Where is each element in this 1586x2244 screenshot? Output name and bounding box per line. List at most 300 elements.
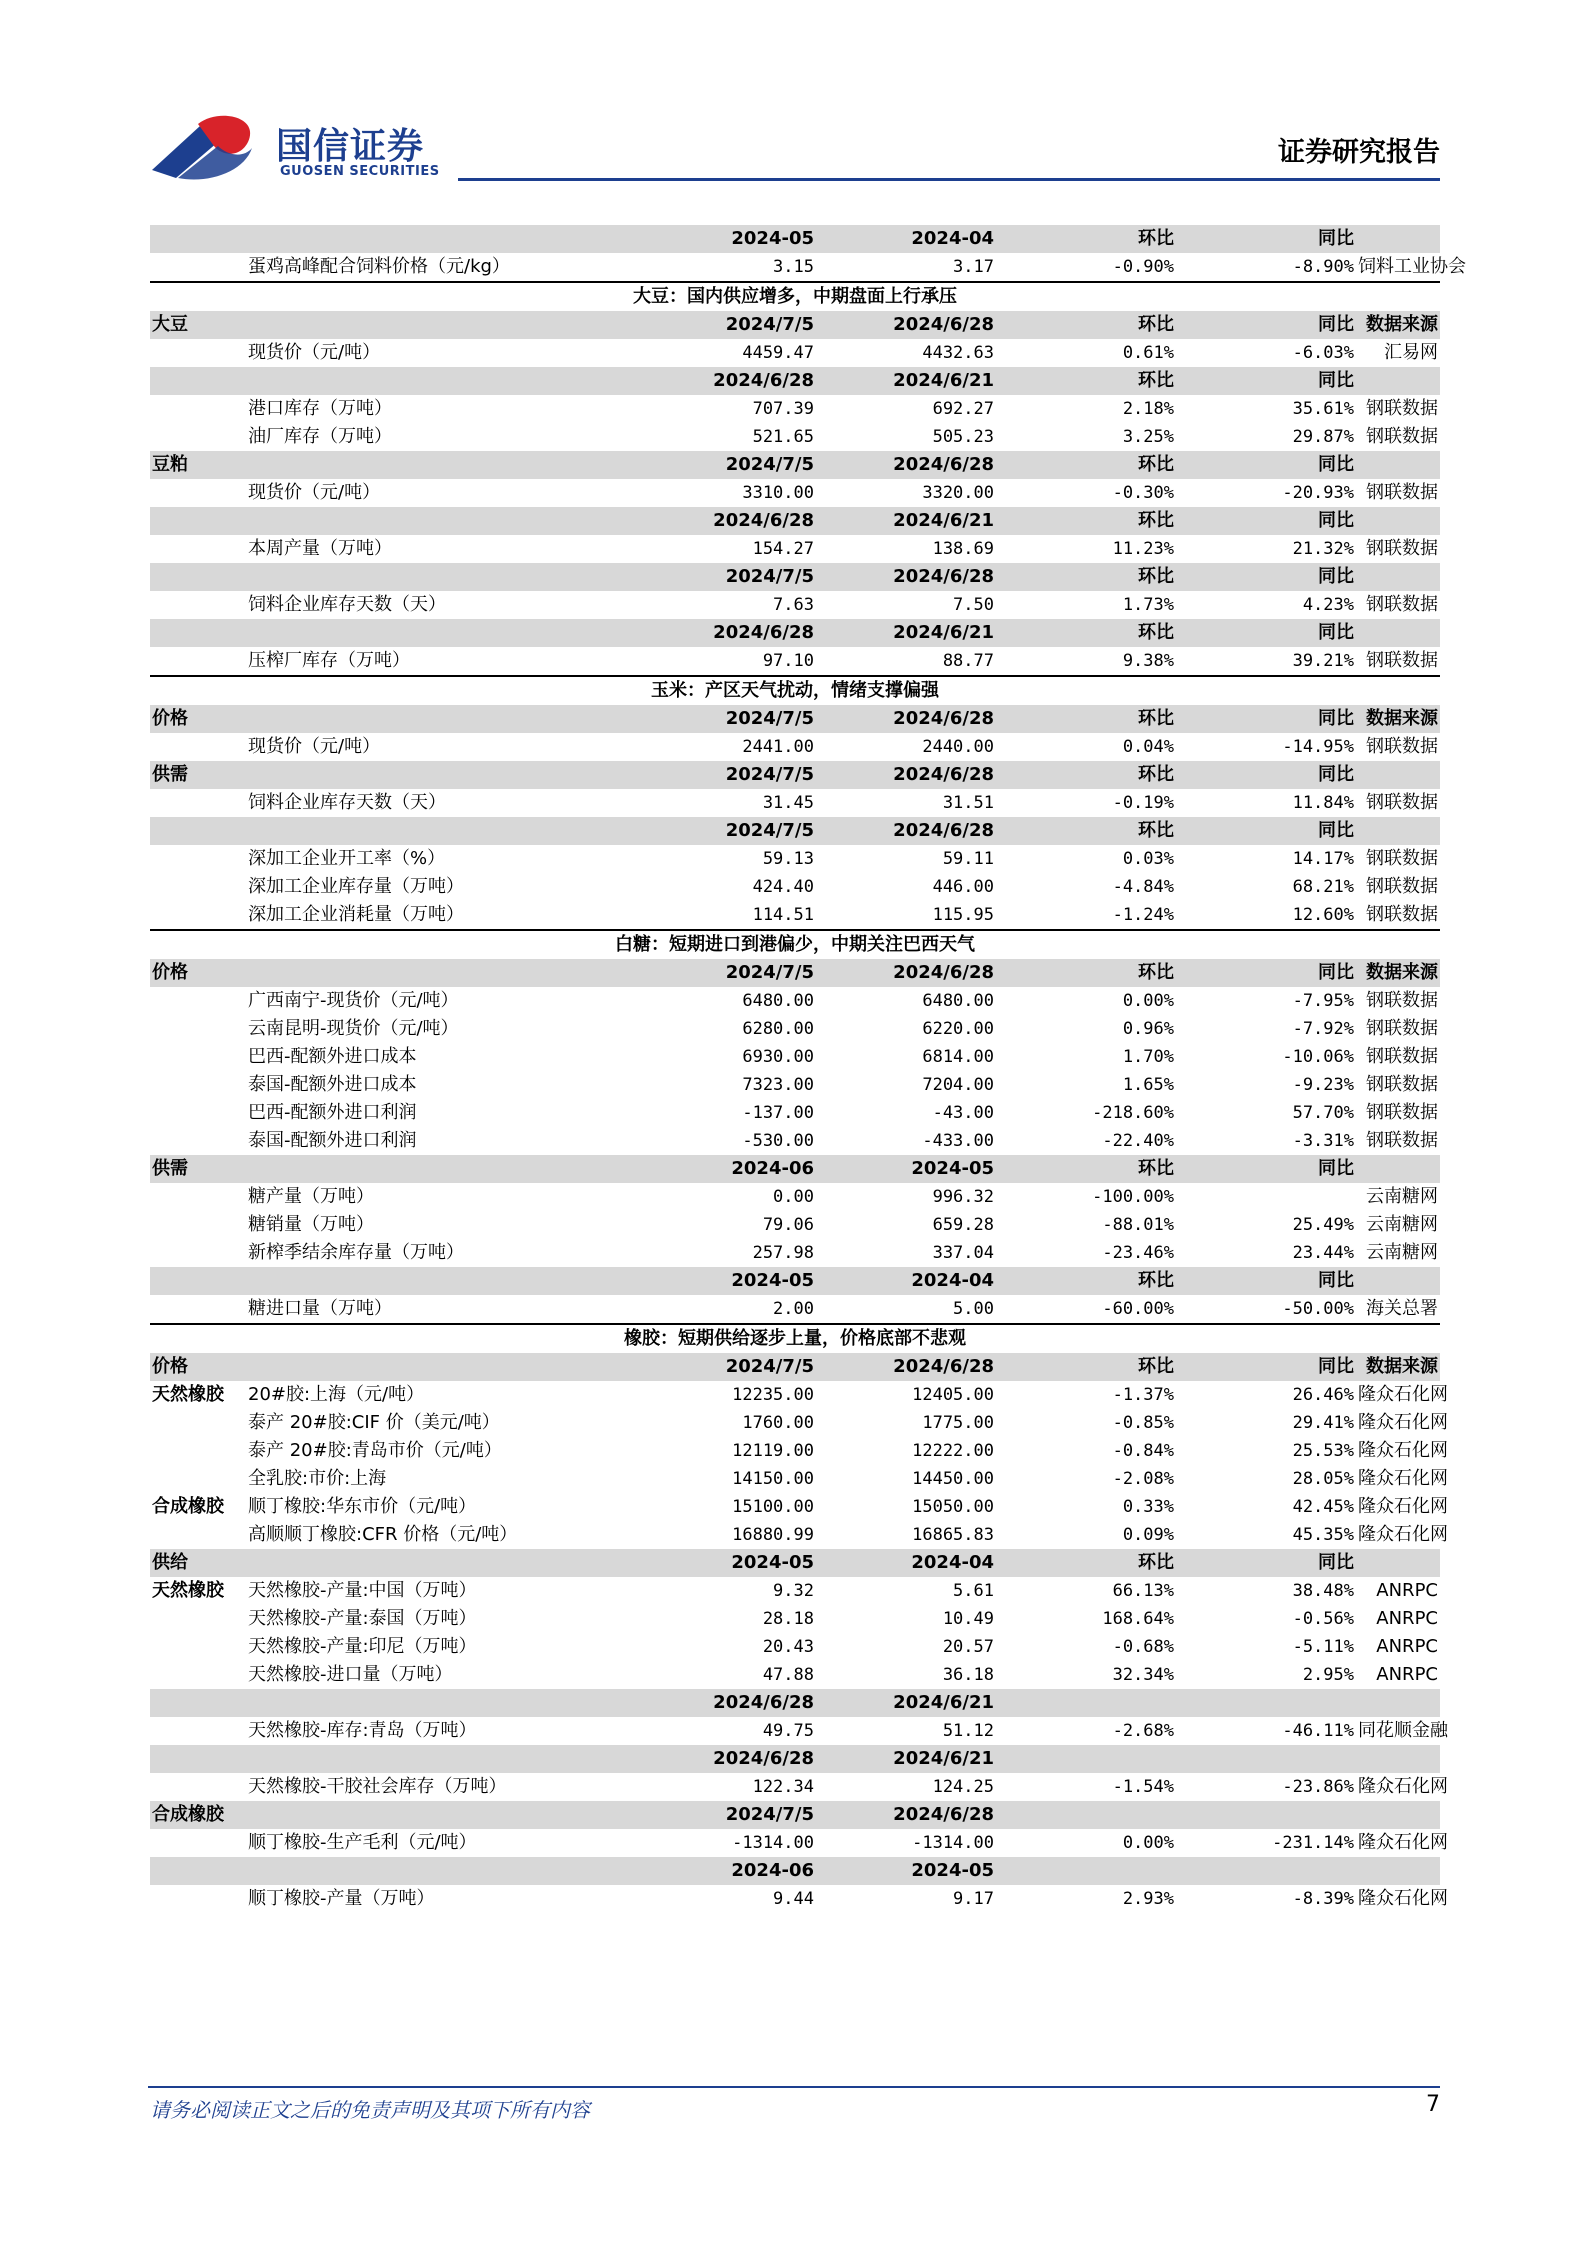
item-name-cell	[246, 817, 646, 845]
data-row	[150, 591, 1440, 619]
header-row	[150, 563, 1440, 591]
yoy-change-cell: 23.44%	[1292, 1243, 1354, 1263]
previous-value-cell: 36.18	[942, 1665, 994, 1685]
category-cell: 价格	[150, 1353, 246, 1381]
mom-change-cell: 3.25%	[1122, 427, 1174, 447]
source-cell: 汇易网	[1384, 342, 1438, 363]
category-cell	[150, 901, 246, 930]
previous-value-cell: 692.27	[932, 399, 994, 419]
source-cell: 隆众石化网	[1358, 1468, 1448, 1489]
source-cell: 隆众石化网	[1358, 1888, 1448, 1909]
footer-rule	[148, 2086, 1440, 2088]
category-cell	[150, 817, 246, 845]
previous-value-cell: 2024/6/28	[816, 705, 996, 733]
current-value-cell: 2.00	[773, 1299, 814, 1319]
previous-value-cell: 2024/6/21	[816, 1689, 996, 1717]
header-row	[150, 1689, 1440, 1717]
yoy-change-cell: 同比	[1176, 1267, 1356, 1295]
current-value-cell: 2024/7/5	[646, 817, 816, 845]
category-cell	[150, 1127, 246, 1155]
current-value-cell: 154.27	[752, 539, 814, 559]
previous-value-cell: 505.23	[932, 427, 994, 447]
data-row	[150, 1099, 1440, 1127]
item-name-cell: 全乳胶:市价:上海	[248, 1468, 387, 1489]
category-cell	[150, 535, 246, 563]
yoy-change-cell: -3.31%	[1292, 1131, 1354, 1151]
previous-value-cell: 2024-04	[816, 1267, 996, 1295]
mom-change-cell: 环比	[996, 705, 1176, 733]
item-name-cell	[246, 619, 646, 647]
yoy-change-cell: 同比	[1176, 761, 1356, 789]
header-row	[150, 705, 1440, 733]
category-cell	[150, 1295, 246, 1324]
category-cell: 供给	[150, 1549, 246, 1577]
mom-change-cell: -2.08%	[1112, 1469, 1174, 1489]
commodity-data-table	[150, 225, 1466, 1913]
yoy-change-cell: 同比	[1176, 1155, 1356, 1183]
report-type: 证券研究报告	[1278, 137, 1440, 168]
current-value-cell: 2024/7/5	[646, 1801, 816, 1829]
page-number: 7	[1426, 2092, 1440, 2117]
source-cell	[1356, 817, 1440, 845]
category-cell	[150, 1043, 246, 1071]
previous-value-cell: 2024/6/28	[816, 761, 996, 789]
section-title-row	[150, 676, 1440, 705]
previous-value-cell: 2024/6/21	[816, 507, 996, 535]
data-row	[150, 901, 1440, 930]
item-name-cell: 油厂库存（万吨）	[248, 426, 392, 447]
header-row	[150, 1857, 1440, 1885]
mom-change-cell	[996, 1689, 1176, 1717]
mom-change-cell	[996, 1745, 1176, 1773]
item-name-cell: 港口库存（万吨）	[248, 398, 392, 419]
data-row	[150, 1043, 1440, 1071]
data-row	[150, 845, 1440, 873]
source-cell	[1356, 1689, 1440, 1717]
yoy-change-cell: -46.11%	[1282, 1721, 1354, 1741]
category-cell	[150, 1605, 246, 1633]
source-cell	[1356, 507, 1440, 535]
header-row	[150, 1155, 1440, 1183]
current-value-cell: 2024/7/5	[646, 1353, 816, 1381]
yoy-change-cell: 35.61%	[1292, 399, 1354, 419]
current-value-cell: 257.98	[752, 1243, 814, 1263]
mom-change-cell: 0.96%	[1122, 1019, 1174, 1039]
current-value-cell: 9.32	[773, 1581, 814, 1601]
item-name-cell	[246, 507, 646, 535]
current-value-cell: 31.45	[762, 793, 814, 813]
category-cell	[150, 1857, 246, 1885]
category-cell	[150, 423, 246, 451]
current-value-cell: 2024/6/28	[646, 619, 816, 647]
item-name-cell: 巴西-配额外进口利润	[248, 1102, 417, 1123]
yoy-change-cell: 42.45%	[1292, 1497, 1354, 1517]
current-value-cell: 6480.00	[742, 991, 814, 1011]
previous-value-cell: 124.25	[932, 1777, 994, 1797]
previous-value-cell: 2024-04	[816, 1549, 996, 1577]
previous-value-cell: 2024/6/28	[816, 959, 996, 987]
previous-value-cell: 5.00	[953, 1299, 994, 1319]
source-cell: 数据来源	[1356, 311, 1440, 339]
mom-change-cell: -60.00%	[1102, 1299, 1174, 1319]
yoy-change-cell: 29.87%	[1292, 427, 1354, 447]
item-name-cell: 天然橡胶-库存:青岛（万吨）	[248, 1720, 477, 1741]
mom-change-cell: 0.00%	[1122, 991, 1174, 1011]
previous-value-cell: -1314.00	[912, 1833, 994, 1853]
yoy-change-cell: 38.48%	[1292, 1581, 1354, 1601]
item-name-cell: 深加工企业库存量（万吨）	[248, 876, 464, 897]
previous-value-cell: 2024/6/21	[816, 1745, 996, 1773]
guosen-logo-icon	[148, 112, 268, 184]
item-name-cell: 天然橡胶-产量:泰国（万吨）	[248, 1608, 477, 1629]
category-cell	[150, 1239, 246, 1267]
yoy-change-cell: 同比	[1176, 311, 1356, 339]
category-cell: 合成橡胶	[152, 1496, 224, 1517]
source-cell: 钢联数据	[1366, 990, 1438, 1011]
previous-value-cell: -433.00	[922, 1131, 994, 1151]
item-name-cell: 蛋鸡高峰配合饲料价格（元/kg）	[248, 256, 510, 277]
current-value-cell: 49.75	[762, 1721, 814, 1741]
header-row	[150, 451, 1440, 479]
header-row	[150, 959, 1440, 987]
yoy-change-cell	[1176, 1689, 1356, 1717]
source-cell	[1356, 451, 1440, 479]
category-cell	[150, 1633, 246, 1661]
data-row	[150, 1015, 1440, 1043]
category-cell	[150, 225, 246, 253]
category-cell	[150, 1015, 246, 1043]
category-cell	[150, 563, 246, 591]
yoy-change-cell: 68.21%	[1292, 877, 1354, 897]
header-row	[150, 225, 1440, 253]
section-title-row	[150, 930, 1440, 959]
yoy-change-cell: -5.11%	[1292, 1637, 1354, 1657]
category-cell	[150, 1099, 246, 1127]
header-rule	[458, 178, 1440, 181]
current-value-cell: 97.10	[762, 651, 814, 671]
header-row	[150, 1353, 1440, 1381]
current-value-cell: 7323.00	[742, 1075, 814, 1095]
source-cell: 钢联数据	[1366, 426, 1438, 447]
current-value-cell: 2024/6/28	[646, 507, 816, 535]
mom-change-cell: 32.34%	[1112, 1665, 1174, 1685]
item-name-cell: 泰国-配额外进口利润	[248, 1130, 417, 1151]
current-value-cell: -530.00	[742, 1131, 814, 1151]
mom-change-cell: -0.90%	[1112, 257, 1174, 277]
source-cell: ANRPC	[1376, 1636, 1438, 1657]
mom-change-cell: 0.33%	[1122, 1497, 1174, 1517]
category-cell	[150, 1409, 246, 1437]
item-name-cell	[246, 563, 646, 591]
mom-change-cell: 11.23%	[1112, 539, 1174, 559]
current-value-cell: 424.40	[752, 877, 814, 897]
current-value-cell: 6930.00	[742, 1047, 814, 1067]
item-name-cell: 饲料企业库存天数（天）	[248, 792, 446, 813]
data-row	[150, 1661, 1440, 1689]
current-value-cell: 2024-06	[646, 1155, 816, 1183]
item-name-cell: 深加工企业消耗量（万吨）	[248, 904, 464, 925]
yoy-change-cell	[1176, 1745, 1356, 1773]
data-row	[150, 1127, 1440, 1155]
category-cell	[150, 1267, 246, 1295]
current-value-cell: -137.00	[742, 1103, 814, 1123]
previous-value-cell: 2024-04	[816, 225, 996, 253]
previous-value-cell: 12222.00	[912, 1441, 994, 1461]
category-cell: 天然橡胶	[152, 1384, 224, 1405]
category-cell	[150, 619, 246, 647]
mom-change-cell: 环比	[996, 761, 1176, 789]
source-cell: ANRPC	[1376, 1580, 1438, 1601]
category-cell	[150, 253, 246, 282]
current-value-cell: 6280.00	[742, 1019, 814, 1039]
data-row	[150, 1183, 1440, 1211]
data-row	[150, 1633, 1440, 1661]
source-cell: 钢联数据	[1366, 904, 1438, 925]
previous-value-cell: 6220.00	[922, 1019, 994, 1039]
data-row	[150, 1885, 1440, 1913]
category-cell	[150, 1689, 246, 1717]
source-cell: 钢联数据	[1366, 398, 1438, 419]
previous-value-cell: 31.51	[942, 793, 994, 813]
previous-value-cell: 138.69	[932, 539, 994, 559]
data-row	[150, 647, 1440, 676]
item-name-cell: 糖进口量（万吨）	[248, 1298, 392, 1319]
current-value-cell: 0.00	[773, 1187, 814, 1207]
mom-change-cell: 1.73%	[1122, 595, 1174, 615]
previous-value-cell: 446.00	[932, 877, 994, 897]
source-cell: ANRPC	[1376, 1608, 1438, 1629]
item-name-cell: 泰产 20#胶:青岛市价（元/吨）	[248, 1440, 502, 1461]
category-cell	[150, 647, 246, 676]
yoy-change-cell	[1176, 1857, 1356, 1885]
previous-value-cell: 1775.00	[922, 1413, 994, 1433]
current-value-cell: 2024-06	[646, 1857, 816, 1885]
yoy-change-cell: 12.60%	[1292, 905, 1354, 925]
previous-value-cell: 3320.00	[922, 483, 994, 503]
yoy-change-cell: 4.23%	[1302, 595, 1354, 615]
current-value-cell: 9.44	[773, 1889, 814, 1909]
logo-cn: 国信证券	[276, 126, 425, 167]
current-value-cell: 59.13	[762, 849, 814, 869]
source-cell: 饲料工业协会	[1358, 256, 1466, 277]
category-cell	[150, 987, 246, 1015]
item-name-cell	[246, 959, 646, 987]
current-value-cell: 2024/7/5	[646, 959, 816, 987]
previous-value-cell: 2024/6/28	[816, 1353, 996, 1381]
category-cell	[150, 845, 246, 873]
source-cell: 钢联数据	[1366, 792, 1438, 813]
yoy-change-cell: 21.32%	[1292, 539, 1354, 559]
yoy-change-cell: -9.23%	[1292, 1075, 1354, 1095]
yoy-change-cell: -8.39%	[1292, 1889, 1354, 1909]
category-cell	[150, 1829, 246, 1857]
data-row	[150, 395, 1440, 423]
source-cell: 钢联数据	[1366, 650, 1438, 671]
previous-value-cell: 3.17	[953, 257, 994, 277]
item-name-cell: 现货价（元/吨）	[248, 736, 381, 757]
category-cell	[150, 367, 246, 395]
page-header	[148, 112, 1440, 184]
current-value-cell: 521.65	[752, 427, 814, 447]
yoy-change-cell: 57.70%	[1292, 1103, 1354, 1123]
mom-change-cell: -218.60%	[1092, 1103, 1174, 1123]
current-value-cell: 16880.99	[732, 1525, 814, 1545]
item-name-cell: 天然橡胶-进口量（万吨）	[248, 1664, 453, 1685]
yoy-change-cell: -10.06%	[1282, 1047, 1354, 1067]
category-cell	[150, 1183, 246, 1211]
source-cell: 云南糖网	[1366, 1242, 1438, 1263]
source-cell	[1356, 225, 1440, 253]
source-cell: 隆众石化网	[1358, 1524, 1448, 1545]
item-name-cell	[246, 1857, 646, 1885]
current-value-cell: 2024/7/5	[646, 311, 816, 339]
data-row	[150, 1295, 1440, 1324]
previous-value-cell: 7204.00	[922, 1075, 994, 1095]
data-row	[150, 1493, 1440, 1521]
mom-change-cell: -100.00%	[1092, 1187, 1174, 1207]
category-cell: 供需	[150, 1155, 246, 1183]
item-name-cell	[246, 1549, 646, 1577]
yoy-change-cell: 25.49%	[1292, 1215, 1354, 1235]
disclaimer-note: 请务必阅读正文之后的免责声明及其项下所有内容	[150, 2098, 590, 2122]
previous-value-cell: 2024-05	[816, 1857, 996, 1885]
mom-change-cell: -0.84%	[1112, 1441, 1174, 1461]
mom-change-cell: 环比	[996, 311, 1176, 339]
section-title: 玉米：产区天气扰动，情绪支撑偏强	[150, 676, 1440, 705]
data-row	[150, 339, 1440, 367]
current-value-cell: 2024/7/5	[646, 761, 816, 789]
category-cell	[150, 339, 246, 367]
mom-change-cell: 环比	[996, 959, 1176, 987]
item-name-cell: 泰国-配额外进口成本	[248, 1074, 417, 1095]
current-value-cell: 3310.00	[742, 483, 814, 503]
source-cell	[1356, 1801, 1440, 1829]
mom-change-cell: 1.65%	[1122, 1075, 1174, 1095]
yoy-change-cell: 同比	[1176, 817, 1356, 845]
category-cell	[150, 1773, 246, 1801]
category-cell	[150, 1437, 246, 1465]
item-name-cell: 天然橡胶-干胶社会库存（万吨）	[248, 1776, 507, 1797]
current-value-cell: 2024/6/28	[646, 1689, 816, 1717]
yoy-change-cell	[1176, 1801, 1356, 1829]
current-value-cell: 3.15	[773, 257, 814, 277]
current-value-cell: 2024/6/28	[646, 367, 816, 395]
item-name-cell: 饲料企业库存天数（天）	[248, 594, 446, 615]
data-row	[150, 1577, 1440, 1605]
current-value-cell: 122.34	[752, 1777, 814, 1797]
data-row	[150, 1239, 1440, 1267]
yoy-change-cell: -0.56%	[1292, 1609, 1354, 1629]
source-cell	[1356, 761, 1440, 789]
current-value-cell: 15100.00	[732, 1497, 814, 1517]
item-name-cell: 现货价（元/吨）	[248, 342, 381, 363]
data-row	[150, 1717, 1440, 1745]
source-cell: 数据来源	[1356, 959, 1440, 987]
mom-change-cell: 2.93%	[1122, 1889, 1174, 1909]
mom-change-cell: -0.30%	[1112, 483, 1174, 503]
category-cell	[150, 591, 246, 619]
yoy-change-cell: -23.86%	[1282, 1777, 1354, 1797]
item-name-cell: 顺丁橡胶:华东市价（元/吨）	[248, 1496, 477, 1517]
source-cell: 隆众石化网	[1358, 1496, 1448, 1517]
current-value-cell: 2441.00	[742, 737, 814, 757]
mom-change-cell: -4.84%	[1112, 877, 1174, 897]
category-cell: 价格	[150, 705, 246, 733]
category-cell	[150, 873, 246, 901]
item-name-cell: 高顺顺丁橡胶:CFR 价格（元/吨）	[248, 1524, 518, 1545]
source-cell: 云南糖网	[1366, 1186, 1438, 1207]
mom-change-cell: 0.04%	[1122, 737, 1174, 757]
current-value-cell: 79.06	[762, 1215, 814, 1235]
category-cell	[150, 1717, 246, 1745]
data-row	[150, 1381, 1440, 1409]
section-title: 白糖：短期进口到港偏少，中期关注巴西天气	[150, 930, 1440, 959]
guosen-logo	[148, 112, 448, 184]
category-cell: 豆粕	[150, 451, 246, 479]
current-value-cell: 12235.00	[732, 1385, 814, 1405]
category-cell	[150, 1745, 246, 1773]
item-name-cell: 现货价（元/吨）	[248, 482, 381, 503]
yoy-change-cell: 同比	[1176, 959, 1356, 987]
source-cell: 钢联数据	[1366, 1046, 1438, 1067]
current-value-cell: 28.18	[762, 1609, 814, 1629]
current-value-cell: 2024/7/5	[646, 451, 816, 479]
data-row	[150, 987, 1440, 1015]
source-cell: 隆众石化网	[1358, 1384, 1448, 1405]
previous-value-cell: 2024/6/28	[816, 451, 996, 479]
previous-value-cell: 88.77	[942, 651, 994, 671]
category-cell	[150, 1071, 246, 1099]
source-cell: 钢联数据	[1366, 538, 1438, 559]
source-cell	[1356, 1267, 1440, 1295]
mom-change-cell	[996, 1857, 1176, 1885]
item-name-cell: 顺丁橡胶-产量（万吨）	[248, 1888, 435, 1909]
source-cell: 钢联数据	[1366, 594, 1438, 615]
current-value-cell: 20.43	[762, 1637, 814, 1657]
source-cell: 钢联数据	[1366, 1018, 1438, 1039]
yoy-change-cell: -8.90%	[1292, 257, 1354, 277]
mom-change-cell: 环比	[996, 225, 1176, 253]
yoy-change-cell: -6.03%	[1292, 343, 1354, 363]
source-cell: 钢联数据	[1366, 1130, 1438, 1151]
data-row	[150, 253, 1440, 282]
yoy-change-cell: 39.21%	[1292, 651, 1354, 671]
current-value-cell: 707.39	[752, 399, 814, 419]
mom-change-cell: 66.13%	[1112, 1581, 1174, 1601]
current-value-cell: 12119.00	[732, 1441, 814, 1461]
mom-change-cell: 1.70%	[1122, 1047, 1174, 1067]
data-row	[150, 1521, 1440, 1549]
source-cell: 同花顺金融	[1358, 1720, 1448, 1741]
data-row	[150, 1211, 1440, 1239]
current-value-cell: 2024/7/5	[646, 705, 816, 733]
header-row	[150, 817, 1440, 845]
data-row	[150, 1437, 1440, 1465]
previous-value-cell: 2024/6/21	[816, 619, 996, 647]
item-name-cell: 新榨季结余库存量（万吨）	[248, 1242, 464, 1263]
data-row	[150, 1829, 1440, 1857]
item-name-cell	[246, 1689, 646, 1717]
yoy-change-cell: -231.14%	[1272, 1833, 1354, 1853]
current-value-cell: 1760.00	[742, 1413, 814, 1433]
mom-change-cell: -23.46%	[1102, 1243, 1174, 1263]
source-cell	[1356, 1549, 1440, 1577]
mom-change-cell: -88.01%	[1102, 1215, 1174, 1235]
section-title: 大豆：国内供应增多，中期盘面上行承压	[150, 282, 1440, 311]
current-value-cell: 2024-05	[646, 225, 816, 253]
yoy-change-cell: -7.92%	[1292, 1019, 1354, 1039]
yoy-change-cell: 28.05%	[1292, 1469, 1354, 1489]
